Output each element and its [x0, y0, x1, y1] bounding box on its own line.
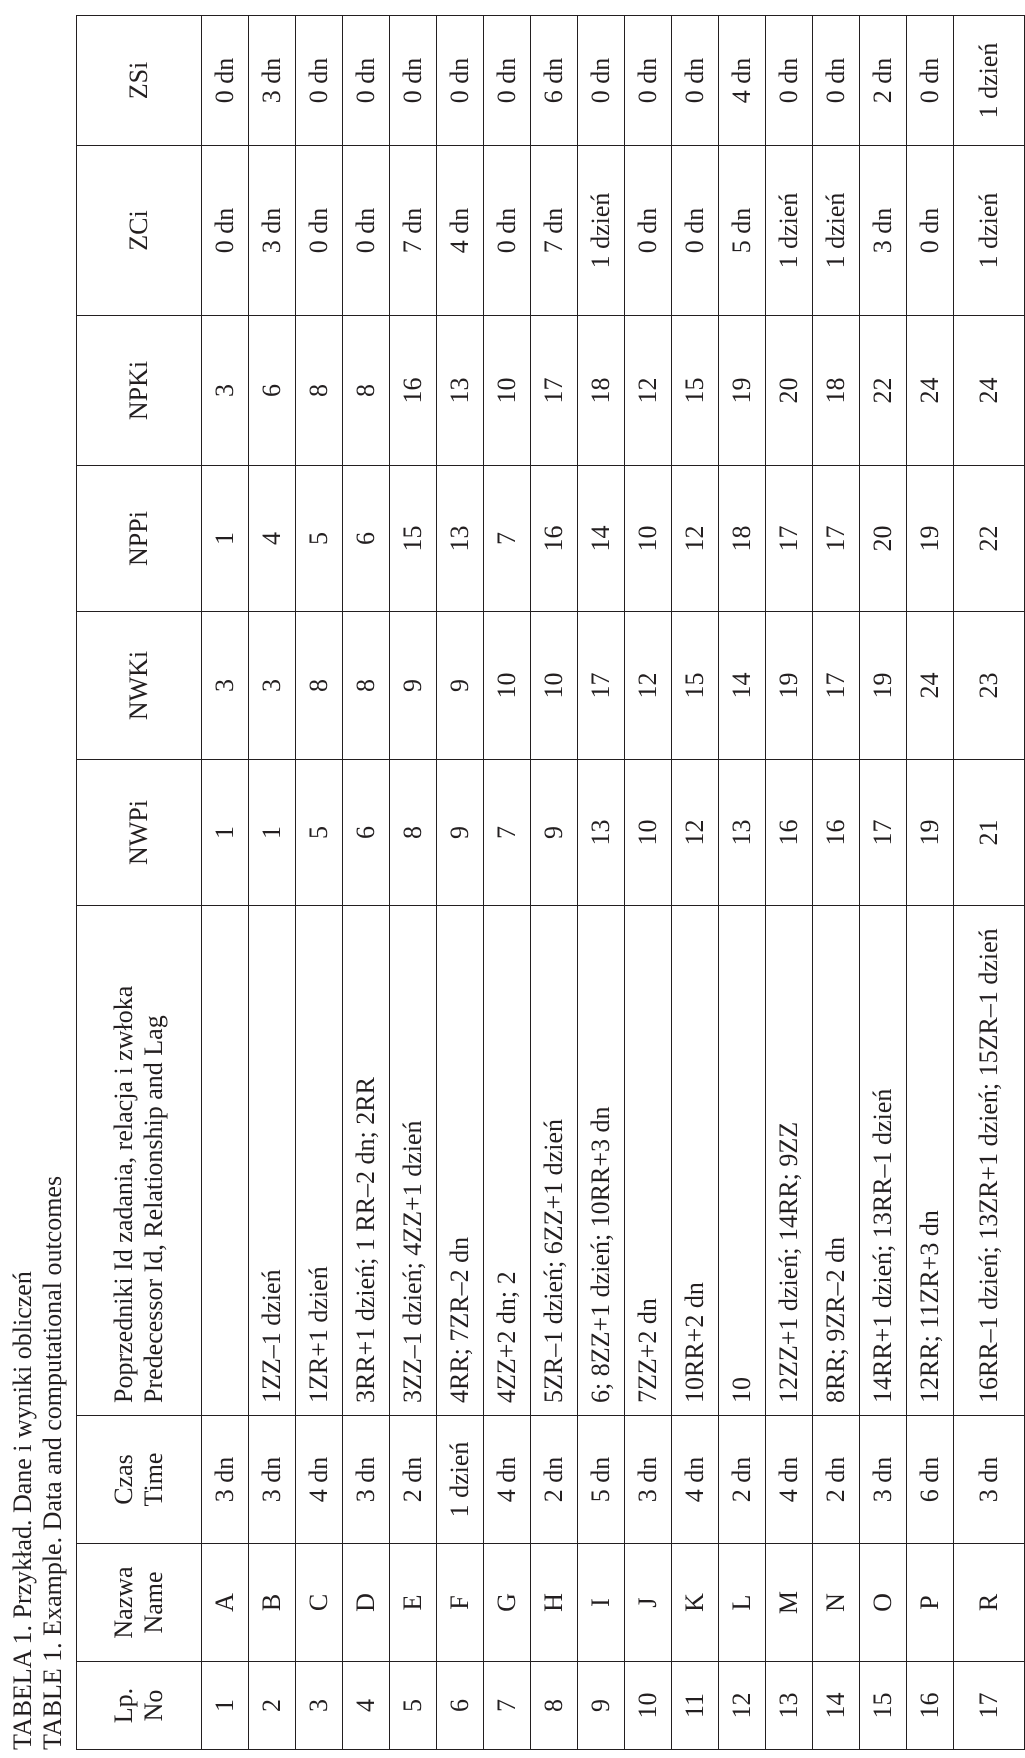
cell-zs: 0 dn: [390, 16, 437, 146]
cell-nwk: 9: [437, 612, 484, 760]
cell-nwk: 19: [766, 612, 813, 760]
table-row: [437, 16, 484, 1750]
cell-nwk: 12: [625, 612, 672, 760]
cell-pred: 5ZR–1 dzień; 6ZZ+1 dzień: [531, 906, 578, 1416]
cell-zs: 3 dn: [249, 16, 296, 146]
cell-zs: 0 dn: [766, 16, 813, 146]
cell-no: 12: [719, 1662, 766, 1750]
cell-npp: 1: [202, 466, 249, 612]
cell-nwp: 6: [343, 760, 390, 906]
cell-name: E: [390, 1544, 437, 1662]
cell-npk: 8: [343, 316, 390, 466]
cell-zs: 2 dn: [860, 16, 907, 146]
cell-zs: 4 dn: [719, 16, 766, 146]
cell-name: P: [907, 1544, 954, 1662]
cell-pred: 16RR–1 dzień; 13ZR+1 dzień; 15ZR–1 dzień: [954, 906, 1025, 1416]
table-row: [531, 16, 578, 1750]
cell-npp: 22: [954, 466, 1025, 612]
cell-no: 1: [202, 1662, 249, 1750]
cell-no: 17: [954, 1662, 1025, 1750]
cell-nwp: 1: [249, 760, 296, 906]
table-row: [719, 16, 766, 1750]
cell-time: 3 dn: [954, 1416, 1025, 1544]
table-caption-polish: TABELA 1. Przykład. Dane i wyniki obliczeń: [8, 1271, 37, 1750]
cell-npk: 20: [766, 316, 813, 466]
cell-nwp: 7: [484, 760, 531, 906]
cell-name: I: [578, 1544, 625, 1662]
cell-zc: 4 dn: [437, 146, 484, 316]
cell-nwk: 10: [531, 612, 578, 760]
cell-zc: 1 dzień: [578, 146, 625, 316]
cell-zc: 0 dn: [343, 146, 390, 316]
cell-npk: 6: [249, 316, 296, 466]
cell-name: N: [813, 1544, 860, 1662]
cell-pred: 3RR+1 dzień; 1 RR–2 dn; 2RR: [343, 906, 390, 1416]
cell-npp: 20: [860, 466, 907, 612]
cell-time: 1 dzień: [437, 1416, 484, 1544]
cell-name: R: [954, 1544, 1025, 1662]
cell-nwp: 9: [531, 760, 578, 906]
cell-name: G: [484, 1544, 531, 1662]
table-row: [249, 16, 296, 1750]
cell-zs: 0 dn: [672, 16, 719, 146]
cell-time: 3 dn: [860, 1416, 907, 1544]
cell-nwk: 10: [484, 612, 531, 760]
cell-zc: 0 dn: [296, 146, 343, 316]
cell-nwk: 17: [813, 612, 860, 760]
header-name: Nazwa Name: [77, 1544, 202, 1662]
cell-npk: 8: [296, 316, 343, 466]
table-row: [484, 16, 531, 1750]
cell-zc: 0 dn: [907, 146, 954, 316]
cell-no: 4: [343, 1662, 390, 1750]
cell-zc: 0 dn: [625, 146, 672, 316]
cell-no: 10: [625, 1662, 672, 1750]
cell-time: 4 dn: [484, 1416, 531, 1544]
cell-nwk: 19: [860, 612, 907, 760]
cell-nwp: 5: [296, 760, 343, 906]
header-zc: ZCi: [77, 146, 202, 316]
cell-npk: 15: [672, 316, 719, 466]
cell-name: M: [766, 1544, 813, 1662]
cell-nwp: 13: [578, 760, 625, 906]
cell-zs: 0 dn: [625, 16, 672, 146]
cell-nwk: 8: [343, 612, 390, 760]
table-row: [907, 16, 954, 1750]
cell-nwp: 21: [954, 760, 1025, 906]
cell-no: 8: [531, 1662, 578, 1750]
table-row: [954, 16, 1025, 1750]
table-row: [672, 16, 719, 1750]
table-row: [860, 16, 907, 1750]
cell-zs: 0 dn: [343, 16, 390, 146]
cell-npp: 7: [484, 466, 531, 612]
table-row: [296, 16, 343, 1750]
header-npp: NPPi: [77, 466, 202, 612]
cell-npp: 17: [766, 466, 813, 612]
cell-no: 5: [390, 1662, 437, 1750]
header-predecessors: Poprzedniki Id zadania, relacja i zwłoka Predecessor Id, Relationship and Lag: [77, 906, 202, 1416]
cell-time: 2 dn: [390, 1416, 437, 1544]
cell-zc: 3 dn: [860, 146, 907, 316]
cell-name: F: [437, 1544, 484, 1662]
cell-pred: [202, 906, 249, 1416]
cell-nwk: 9: [390, 612, 437, 760]
cell-no: 2: [249, 1662, 296, 1750]
cell-pred: 7ZZ+2 dn: [625, 906, 672, 1416]
cell-nwp: 17: [860, 760, 907, 906]
cell-npp: 5: [296, 466, 343, 612]
cell-pred: 4ZZ+2 dn; 2: [484, 906, 531, 1416]
cell-npk: 13: [437, 316, 484, 466]
cell-nwk: 3: [202, 612, 249, 760]
cell-npp: 18: [719, 466, 766, 612]
cell-time: 4 dn: [296, 1416, 343, 1544]
cell-npk: 18: [578, 316, 625, 466]
cell-time: 4 dn: [766, 1416, 813, 1544]
cell-name: L: [719, 1544, 766, 1662]
cell-pred: 12ZZ+1 dzień; 14RR; 9ZZ: [766, 906, 813, 1416]
cell-name: C: [296, 1544, 343, 1662]
cell-npk: 17: [531, 316, 578, 466]
cell-npp: 10: [625, 466, 672, 612]
cell-npp: 19: [907, 466, 954, 612]
cell-zs: 0 dn: [437, 16, 484, 146]
cell-nwp: 16: [813, 760, 860, 906]
cell-no: 16: [907, 1662, 954, 1750]
cell-nwk: 23: [954, 612, 1025, 760]
header-zs: ZSi: [77, 16, 202, 146]
cell-pred: 10RR+2 dn: [672, 906, 719, 1416]
cell-nwk: 3: [249, 612, 296, 760]
cell-nwp: 13: [719, 760, 766, 906]
cell-pred: 1ZR+1 dzień: [296, 906, 343, 1416]
table-row: [390, 16, 437, 1750]
table-row: [578, 16, 625, 1750]
cell-nwk: 8: [296, 612, 343, 760]
cell-name: H: [531, 1544, 578, 1662]
cell-pred: 1ZZ–1 dzień: [249, 906, 296, 1416]
cell-npp: 6: [343, 466, 390, 612]
cell-name: J: [625, 1544, 672, 1662]
cell-pred: 4RR; 7ZR–2 dn: [437, 906, 484, 1416]
table-row: [202, 16, 249, 1750]
cell-time: 2 dn: [719, 1416, 766, 1544]
cell-zc: 1 dzień: [766, 146, 813, 316]
cell-name: D: [343, 1544, 390, 1662]
cell-zc: 0 dn: [202, 146, 249, 316]
cell-npk: 24: [907, 316, 954, 466]
cell-npp: 14: [578, 466, 625, 612]
header-nwp: NWPi: [77, 760, 202, 906]
cell-zs: 0 dn: [813, 16, 860, 146]
cell-zs: 6 dn: [531, 16, 578, 146]
cell-npp: 17: [813, 466, 860, 612]
cell-nwp: 8: [390, 760, 437, 906]
cell-npp: 13: [437, 466, 484, 612]
cell-time: 3 dn: [202, 1416, 249, 1544]
cell-pred: 6; 8ZZ+1 dzień; 10RR+3 dn: [578, 906, 625, 1416]
cell-zc: 5 dn: [719, 146, 766, 316]
cell-nwk: 15: [672, 612, 719, 760]
cell-time: 2 dn: [531, 1416, 578, 1544]
cell-no: 13: [766, 1662, 813, 1750]
table-row: [625, 16, 672, 1750]
cell-zs: 0 dn: [907, 16, 954, 146]
cell-pred: 14RR+1 dzień; 13RR–1 dzień: [860, 906, 907, 1416]
cell-name: A: [202, 1544, 249, 1662]
cell-name: B: [249, 1544, 296, 1662]
cell-time: 6 dn: [907, 1416, 954, 1544]
cell-no: 15: [860, 1662, 907, 1750]
cell-pred: 8RR; 9ZR–2 dn: [813, 906, 860, 1416]
cell-npk: 3: [202, 316, 249, 466]
table-row: [813, 16, 860, 1750]
cell-npk: 19: [719, 316, 766, 466]
cell-zc: 3 dn: [249, 146, 296, 316]
header-nwk: NWKi: [77, 612, 202, 760]
data-table: [76, 15, 1025, 1750]
cell-no: 11: [672, 1662, 719, 1750]
cell-no: 9: [578, 1662, 625, 1750]
cell-nwp: 19: [907, 760, 954, 906]
cell-name: K: [672, 1544, 719, 1662]
cell-npp: 16: [531, 466, 578, 612]
cell-nwk: 17: [578, 612, 625, 760]
cell-pred: 3ZZ–1 dzień; 4ZZ+1 dzień: [390, 906, 437, 1416]
table-caption-english: TABLE 1. Example. Data and computational outcomes: [38, 1175, 67, 1750]
cell-npk: 10: [484, 316, 531, 466]
cell-npk: 18: [813, 316, 860, 466]
cell-npk: 12: [625, 316, 672, 466]
cell-zc: 1 dzień: [813, 146, 860, 316]
cell-time: 2 dn: [813, 1416, 860, 1544]
cell-no: 7: [484, 1662, 531, 1750]
cell-zs: 0 dn: [202, 16, 249, 146]
cell-npp: 12: [672, 466, 719, 612]
cell-time: 5 dn: [578, 1416, 625, 1544]
cell-npk: 24: [954, 316, 1025, 466]
cell-time: 4 dn: [672, 1416, 719, 1544]
cell-pred: 10: [719, 906, 766, 1416]
cell-time: 3 dn: [625, 1416, 672, 1544]
header-time: Czas Time: [77, 1416, 202, 1544]
cell-nwp: 12: [672, 760, 719, 906]
table-row: [766, 16, 813, 1750]
cell-time: 3 dn: [249, 1416, 296, 1544]
cell-zc: 0 dn: [484, 146, 531, 316]
cell-zc: 1 dzień: [954, 146, 1025, 316]
cell-pred: 12RR; 11ZR+3 dn: [907, 906, 954, 1416]
cell-nwp: 9: [437, 760, 484, 906]
cell-nwk: 24: [907, 612, 954, 760]
cell-no: 14: [813, 1662, 860, 1750]
header-npk: NPKi: [77, 316, 202, 466]
cell-zc: 7 dn: [390, 146, 437, 316]
cell-zs: 0 dn: [578, 16, 625, 146]
table-body: [202, 16, 1025, 1750]
cell-zs: 1 dzień: [954, 16, 1025, 146]
cell-zc: 0 dn: [672, 146, 719, 316]
header-no: Lp. No: [77, 1662, 202, 1750]
cell-nwk: 14: [719, 612, 766, 760]
cell-no: 3: [296, 1662, 343, 1750]
cell-zc: 7 dn: [531, 146, 578, 316]
cell-name: O: [860, 1544, 907, 1662]
cell-zs: 0 dn: [296, 16, 343, 146]
cell-zs: 0 dn: [484, 16, 531, 146]
cell-npk: 22: [860, 316, 907, 466]
table-row: [343, 16, 390, 1750]
table-header-row: [77, 16, 202, 1750]
cell-nwp: 16: [766, 760, 813, 906]
cell-time: 3 dn: [343, 1416, 390, 1544]
cell-nwp: 10: [625, 760, 672, 906]
cell-no: 6: [437, 1662, 484, 1750]
cell-npp: 4: [249, 466, 296, 612]
cell-nwp: 1: [202, 760, 249, 906]
cell-npk: 16: [390, 316, 437, 466]
cell-npp: 15: [390, 466, 437, 612]
